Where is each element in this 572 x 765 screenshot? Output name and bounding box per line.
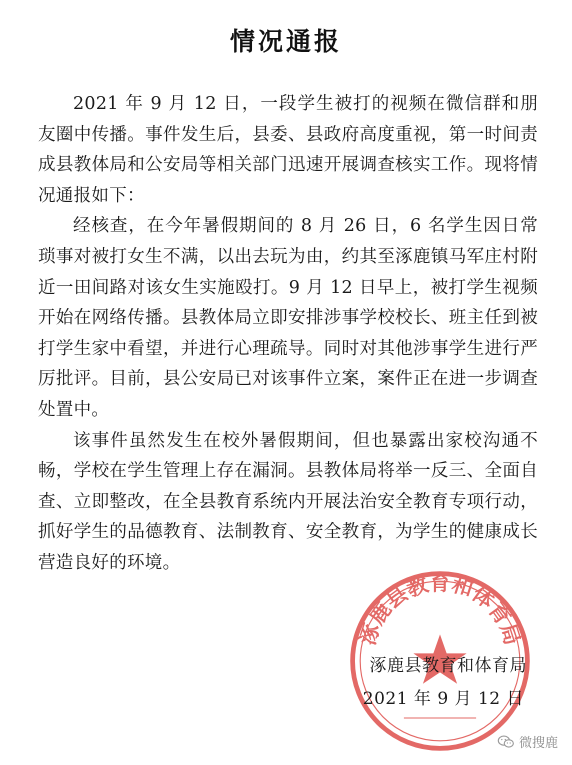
signature-organization: 涿鹿县教育和体育局 (369, 656, 527, 676)
paragraph-3: 该事件虽然发生在校外暑假期间，但也暴露出家校沟通不畅，学校在学生管理上存在漏洞。县教体局将举一反三、全面自查、立即整改，在全县教育系统内开展法治安全教育专项行动，抓好学生的品德教育、法制教育、安全教育，为学生的健康成长营造良好的环境。 (38, 430, 538, 573)
watermark-text: 微搜鹿 (518, 736, 558, 751)
document-title: 情况通报 (229, 27, 342, 56)
paragraph-2: 经核查，在今年暑假期间的 8 月 26 日，6 名学生因日常琐事对被打女生不满，以出去玩为由，约其至涿鹿镇马军庄村附近一田间路对该女生实施殴打。9 月 12 日早上，被打学生视频开始在网络传播。县教体局立即安排涉事学校校长、班主任到被打学生家中看望，并进行心理疏导。同时对其他涉事学生进行严厉批评。目前，县公安局已对该事件立案，案件正在进一步调查处置中。 (38, 216, 538, 420)
document-body (38, 89, 538, 579)
watermark (497, 732, 558, 751)
wechat-icon (497, 735, 515, 749)
signature-date: 2021 年 9 月 12 日 (362, 689, 524, 709)
seal-text: 涿鹿县教育和体育局 (355, 571, 525, 648)
paragraph-1: 2021 年 9 月 12 日，一段学生被打的视频在微信群和朋友圈中传播。事件发生后，县委、县政府高度重视，第一时间责成县教体局和公安局等相关部门迅速开展调查核实工作。现将情况通报如下： (38, 94, 538, 206)
